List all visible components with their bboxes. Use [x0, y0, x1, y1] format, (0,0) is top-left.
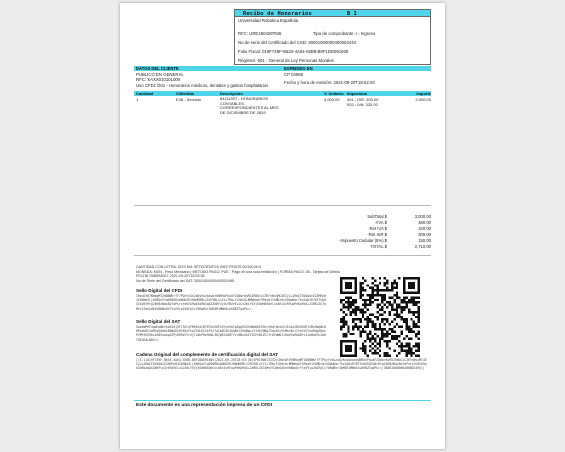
- sello-sat-title: Sello Digital del SAT: [136, 319, 181, 324]
- cadena-original-section: [136, 352, 427, 371]
- fiscal-divider: [134, 255, 431, 256]
- col-descripcion: Descripción: [220, 91, 243, 96]
- cantidad-con-letra: CANTIDAD CON LETRA: DOS MIL SETECIENTOS DIEZ PESOS 00/100 M.N.: [136, 265, 263, 269]
- issuer-name: Universidad Robotica Española: [238, 18, 298, 23]
- expedido-section-title: EXPEDIDO EN: [284, 66, 313, 71]
- total-row: [134, 244, 431, 250]
- no-serie-sat: No de Serie del Certificado del SAT: 30001000000400002495: [136, 278, 235, 283]
- items-header: [134, 91, 431, 96]
- footer-divider: [134, 400, 431, 401]
- client-rfc: RFC: XAXX010101000: [136, 77, 181, 83]
- cadena-original-text: ||1.1|019F749F-B634-4A64-92B8-B8F1DD091605|2021-09-20T18:53:36|SPR190613I52|CRmcDtH7NHkgMTZd0BWKrTF7PQzYvGs2aQvRuvbXwnnUNRhUPauXF2D0dr6oM3JRBdCzC3EFnWs4MC4ECyJ+2HmIIR2bQdcE2AMFpH4ZkKNd4ljkR6QaYCwD90HDvpNnDXRJHbHKRMcJ2tHYBLc1Yt+7Rb+tlHmt0+BMWepmfGPgsH1fkMDrdc5ObwKmr7kx2qKsR76F7nb8GSGyBrRtg2kH0zNdvAbYaPsrzfnKVA9wb3oRbXqAXZbBfvyZvtMZeELuCvZmLYVXjVOdHd5QeCvcAEvZvRFwpPnKq9dX+JXBKL3E7aMsfVJmnGdEeV68WxUrFtsV9jwZsDFpCc7dRqRhrZbM4R1MWm5cwkR8ZTqaPk==|30001000000400002495||: [136, 358, 427, 371]
- client-section-title: DATOS DEL CLIENTE: [136, 66, 179, 71]
- totals-divider: [134, 205, 431, 206]
- expedido-cp: CP 04958: [284, 72, 304, 77]
- total-label: +IVA $: [374, 220, 387, 225]
- tipo-comprobante: Tipo de comprobante: I - Ingreso: [313, 31, 376, 36]
- moneda-metodo-pago: MONEDA: MXN - Peso Mexicano | METODO PAGO: PUE - Pago en una sola exhibición | FORMA PAGO: 28 - Tarjeta de Débito: [136, 269, 340, 274]
- document-title: Recibo de Honorarios: [243, 10, 312, 17]
- sello-sat-text: GaoxWPeF4gbHxWbYsdk2aj6tT3XtiPMe5k5CDTKPxhX8PL0Yye5GCpEpg9XGYmNmDkEZ9ervRqlhHihV1EatpJBGUXGRlZMuHaQWL8HRsaU0CnnMGsQAm8LBbNAU2QYk9uFtwJYdLKIVxFSsTaCk0CAE4QqB47Z9q8W+uYf4kYNBq7SqxDJcVhMxXkhlZfeXYQ7oARdpGHwnPUPKfH3SbLbX8SnwxpA2Py6R9V2YrGjT+WcPRe9UqL3KZgBlaQDTfzr0Nca5ZY2nPvBiVGlfr8YmWOJJHqfKsRAbBrLxIpMqVGL2bHTUKcRALN0S==: [136, 325, 326, 342]
- sello-sat-section: [136, 319, 326, 342]
- total-label: -Ret ISR $: [367, 232, 387, 237]
- fiscal-notes: [136, 265, 340, 283]
- qr-code: [340, 277, 420, 357]
- item-descripcion: 84111507 - HONORARIOS CONTABLES CORRESPONDIENTES AL MES DE DICIEMBRE DE 2829: [220, 96, 279, 115]
- client-header-bar: [134, 66, 431, 71]
- client-uso-cfdi: Uso CFDI: D01 - Honorarios médicos, dentales y gastos hospitalarios: [136, 82, 269, 88]
- col-medida: C/Medida: [176, 91, 194, 96]
- document-series: B 1: [347, 10, 357, 17]
- total-label: SubTotal $: [367, 214, 387, 219]
- total-value: 2,710.00: [414, 244, 431, 249]
- footer-note: Este documento es una representación impresa de un CFDI: [136, 403, 272, 408]
- col-unitario: V. Unitario: [324, 91, 344, 96]
- item-cantidad: 1: [136, 97, 139, 102]
- sello-cfdi-section: [136, 288, 326, 311]
- table-row: [134, 97, 431, 117]
- expedido-data: [284, 72, 375, 86]
- fecha-emision: Fecha y hora de emisión: 2021-09-20T18:52:04: [284, 80, 375, 86]
- fecha-timbrado: FECHA TIMBRADO: 2021-09-20T18:53:36: [136, 274, 205, 279]
- client-data: [136, 72, 268, 88]
- issuer-rfc: RFC: URE180429TM6: [238, 31, 282, 36]
- invoice-page: [120, 3, 445, 449]
- total-value: 300.00: [418, 232, 431, 237]
- folio-fiscal: Folio Fiscal: 019F749F-B634-4A64-92B8-B8F1DD091605: [238, 49, 349, 54]
- regimen-fiscal: Régimen: 601 - General de Ley Personas Morales: [238, 58, 334, 63]
- total-label: TOTAL $: [370, 244, 387, 249]
- col-impuestos: Impuestos: [347, 91, 368, 96]
- item-impuesto-iva: 002 - IVA: 320.00: [347, 101, 378, 107]
- item-impuesto-isr: 001 - ISR: 300.00: [347, 97, 379, 102]
- total-value: 480.00: [418, 220, 431, 225]
- total-value: 320.00: [418, 226, 431, 231]
- total-value: 3,000.00: [414, 214, 431, 219]
- item-unitario: 3,000.00: [324, 97, 340, 102]
- total-label: -Impuesto Cedular (5%) $: [339, 238, 387, 243]
- item-importe: 3,000.00: [415, 97, 431, 102]
- total-value: 150.00: [418, 238, 431, 243]
- document-title-bar: [234, 9, 431, 17]
- item-medida: E48 - Servicio: [176, 97, 201, 102]
- col-cantidad: Cantidad: [136, 91, 154, 96]
- sello-cfdi-text: CRmcDtH7NHkgMTZd0BWKrTF7PQzYvGs2aQvRuvbXwnnUNRhUPauXF2D0dr6oM3JRBdCzC3EFnWs4MC4ECyJ+2HmIIR2bQdcE2AMFpH4ZkKNd4ljkR6QaYCwD90HDvpNnDXRJHbHKRMcJ2tHYBLc1Yt+7Rb+tlHmt0+BMWepmfGPgsH1fkMDrdc5ObwKmr7kx2qKsR76F7nb8GSGyBrRtg2kH0zNdvAbYaPsrzfnKVA9wb3oRbXqAXZbBfvyZvtMZeELuCvZmLYVXjVOdHd5QeCvcAEvZvRFwpPnKq9dX+JXBKL3E7aMsfVJmnGdEeV68WxUrFtsV9jwZsDFpCc7dRqRhrZbM4R1MWm5cwkR8ZTqaPk==: [136, 294, 326, 311]
- cadena-original-title: Cadena Original del complemento de certificación digital del SAT: [136, 352, 279, 357]
- sello-cfdi-title: Sello Digital del CFDI: [136, 288, 183, 293]
- issuer-info: [234, 17, 431, 65]
- total-label: -Ret IVA $: [368, 226, 387, 231]
- no-serie-csd: No de serie del Certificado del CSD: 30001000000400002444: [238, 40, 357, 45]
- col-importe: Importe: [416, 91, 431, 96]
- client-name: PUBLICO EN GENERAL: [136, 72, 184, 77]
